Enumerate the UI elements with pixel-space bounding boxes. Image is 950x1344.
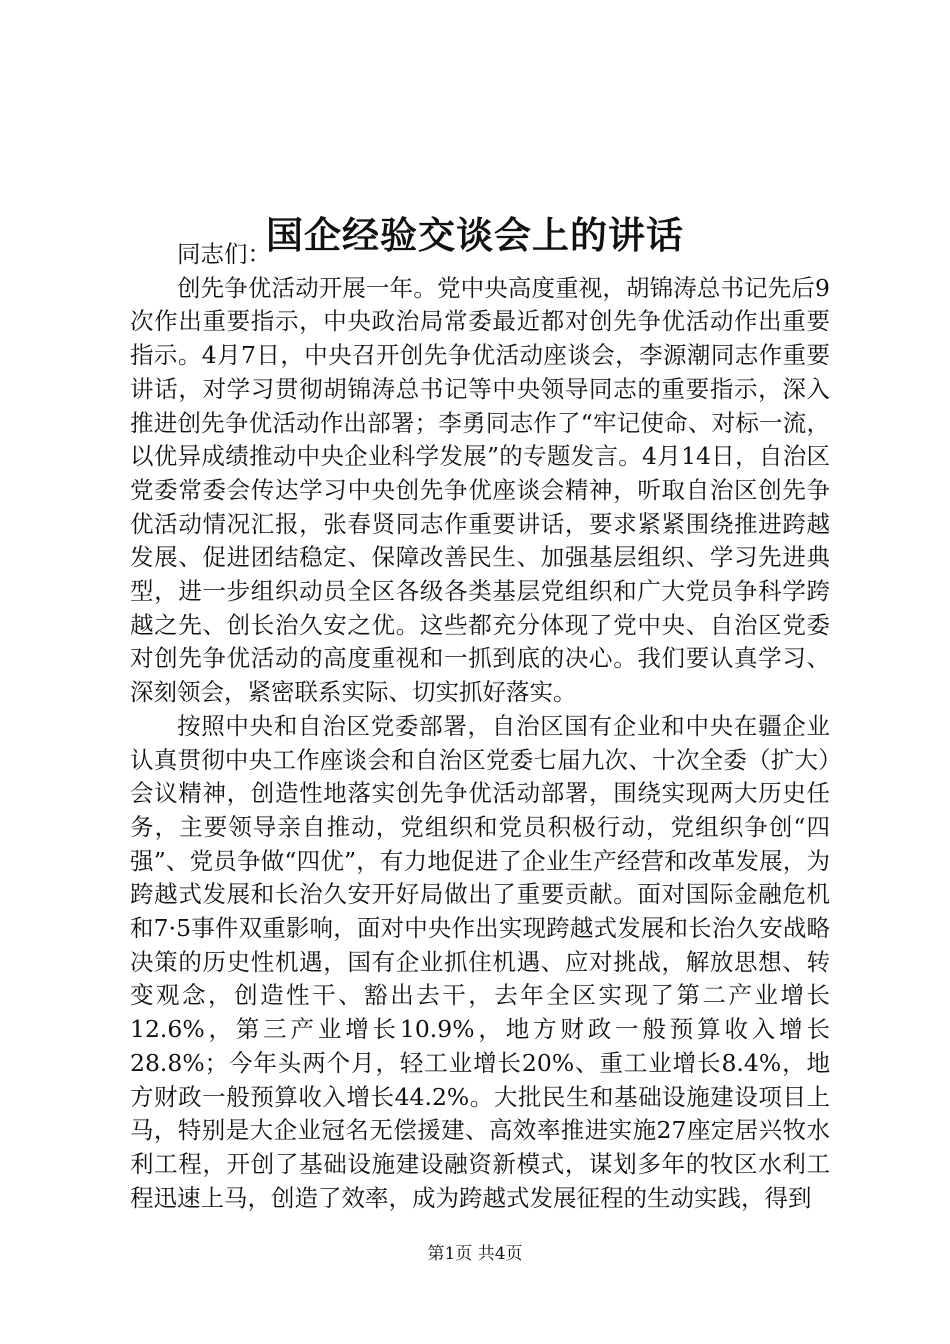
paragraph-1: 创先争优活动开展一年。党中央高度重视，胡锦涛总书记先后9次作出重要指示，中央政治局常委最近都对创先争优活动作出重要指示。4月7日，中央召开创先争优活动座谈会，李源潮同志作重要讲话，对学习贯彻胡锦涛总书记等中央领导同志的重要指示，深入推进创先争优活动作出部署；李勇同志作了“牢记使命、对标一流，以优异成绩推动中央企业科学发展”的专题发言。4月14日，自治区党委常委会传达学习中央创先争优座谈会精神，听取自治区创先争优活动情况汇报，张春贤同志作重要讲话，要求紧紧围绕推进跨越发展、促进团结稳定、保障改善民生、加强基层组织、学习先进典型，进一步组织动员全区各级各类基层党组织和广大党员争科学跨越之先、创长治久安之优。这些都充分体现了党中央、自治区党委对创先争优活动的高度重视和一抓到底的决心。我们要认真学习、深刻领会，紧密联系实际、切实抓好落实。 bbox=[130, 273, 830, 707]
page-number: 第1页 共4页 bbox=[427, 1244, 523, 1264]
document-body bbox=[130, 238, 830, 1215]
document-title: 国企经验交谈会上的讲话 bbox=[266, 212, 684, 257]
salutation: 同志们： bbox=[177, 240, 271, 268]
paragraph-2: 按照中央和自治区党委部署，自治区国有企业和中央在疆企业认真贯彻中央工作座谈会和自治区党委七届九次、十次全委（扩大）会议精神，创造性地落实创先争优活动部署，围绕实现两大历史任务，主要领导亲自推动，党组织和党员积极行动，党组织争创“四强”、党员争做“四优”，有力地促进了企业生产经营和改革发展，为跨越式发展和长治久安开好局做出了重要贡献。面对国际金融危机和7·5事件双重影响，面对中央作出实现跨越式发展和长治久安战略决策的历史性机遇，国有企业抓住机遇、应对挑战，解放思想、转变观念，创造性干、豁出去干，去年全区实现了第二产业增长12.6%，第三产业增长10.9%，地方财政一般预算收入增长28.8%；今年头两个月，轻工业增长20%、重工业增长8.4%，地方财政一般预算收入增长44.2%。大批民生和基础设施建设项目上马，特别是大企业冠名无偿援建、高效率推进实施27座定居兴牧水利工程，开创了基础设施建设融资新模式，谋划多年的牧区水利工程迅速上马，创造了效率，成为跨越式发展征程的生动实践，得到 bbox=[130, 711, 830, 1212]
